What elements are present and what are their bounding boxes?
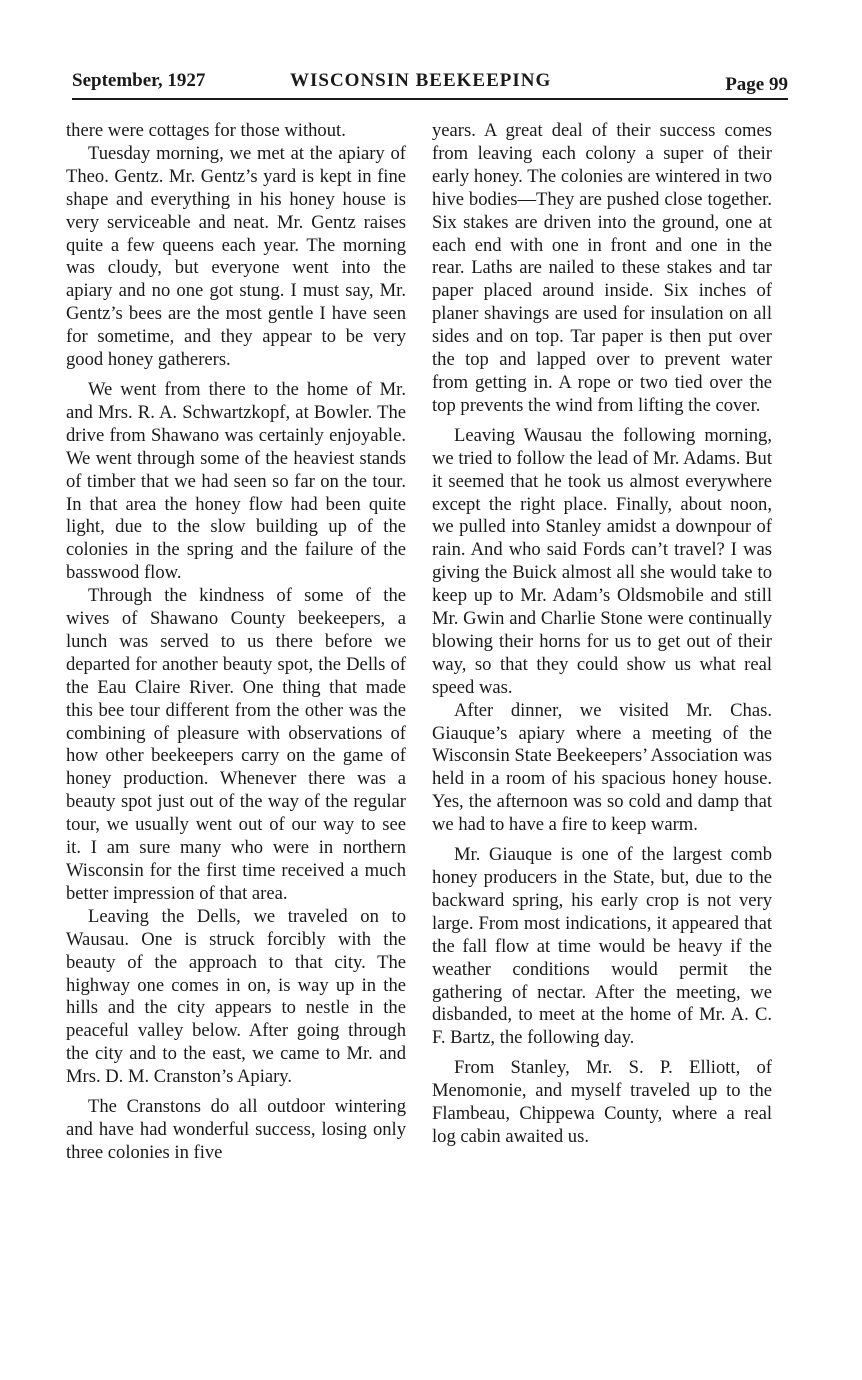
paragraph: years. A great deal of their success comes from leaving each colony a super of their early honey. The colonies are wintered in two hive bodies—They are pushed close together. Six stakes are driven into the ground, one at each end with one in front and one in the rear. Laths are nailed to these stakes and tar paper placed around inside. Six inches of planer shavings are used for insulation on all sides and on top. Tar paper is then put over the top and lapped over to prevent water from getting in. A rope or two tied over the top prevents the wind from lifting the cover. [432, 120, 772, 416]
right-column [432, 120, 772, 1149]
paragraph: Mr. Giauque is one of the largest comb honey producers in the State, but, due to the backward spring, his early crop is not very large. From most indications, it appeared that the fall flow at time would be heavy if the weather conditions would permit the gathering of nectar. After the meeting, we disbanded, to meet at the home of Mr. A. C. F. Bartz, the following day. [432, 844, 772, 1049]
paragraph: After dinner, we visited Mr. Chas. Giauque’s apiary where a meeting of the Wisconsin State Beekeepers’ Association was held in a room of his spacious honey house. Yes, the afternoon was so cold and damp that we had to have a fire to keep warm. [432, 699, 772, 836]
paragraph: Tuesday morning, we met at the apiary of Theo. Gentz. Mr. Gentz’s yard is kept in fine shape and everything in his honey house is very serviceable and neat. Mr. Gentz raises quite a few queens each year. The morning was cloudy, but everyone went into the apiary and no one got stung. I must say, Mr. Gentz’s bees are the most gentle I have seen for sometime, and they appear to be very good honey gatherers. [66, 142, 406, 371]
paragraph: Through the kindness of some of the wives of Shawano County beekeepers, a lunch was served to us there before we departed for another beauty spot, the Dells of the Eau Claire River. One thing that made this bee tour different from the other was the combining of pleasure with observations of how other beekeepers carry on the game of honey production. Whenever there was a beauty spot just out of the way of the regular tour, we usually went out of our way to see it. I am sure many who were in northern Wisconsin for the first time received a much better impression of that area. [66, 585, 406, 904]
paragraph: there were cottages for those without. [66, 120, 346, 141]
issue-date: September, 1927 [72, 70, 206, 91]
journal-title: WISCONSIN BEEKEEPING [290, 70, 552, 91]
page-number: Page 99 [725, 74, 788, 95]
paragraph: Leaving Wausau the following morning, we tried to follow the lead of Mr. Adams. But it seemed that he took us almost everywhere except the right place. Finally, about noon, we pulled into Stanley amidst a downpour of rain. And who said Fords can’t travel? I was giving the Buick almost all she would take to keep up to Mr. Adam’s Oldsmobile and still Mr. Gwin and Charlie Stone were continually blowing their horns for us to get out of their way, so that they could show us what real speed was. [432, 424, 772, 698]
left-column [66, 120, 406, 1165]
paragraph: We went from there to the home of Mr. and Mrs. R. A. Schwartzkopf, at Bowler. The drive from Shawano was certainly enjoyable. We went through some of the heaviest stands of timber that we had seen so far on the tour. In that area the honey flow had been quite light, due to the slow building up of the colonies in the spring and the failure of the basswood flow. [66, 378, 406, 584]
paragraph: From Stanley, Mr. S. P. Elliott, of Menomonie, and myself traveled up to the Flambeau, Chippewa County, where a real log cabin awaited us. [432, 1057, 772, 1147]
paragraph: Leaving the Dells, we traveled on to Wausau. One is struck forcibly with the beauty of the approach to that city. The highway one comes in on, is way up in the hills and the city appears to nestle in the peaceful valley below. After going through the city and to the east, we came to Mr. and Mrs. D. M. Cranston’s Apiary. [66, 905, 406, 1088]
paragraph: The Cranstons do all outdoor wintering and have had wonderful success, losing only three colonies in five [66, 1096, 406, 1163]
running-header [72, 70, 788, 100]
